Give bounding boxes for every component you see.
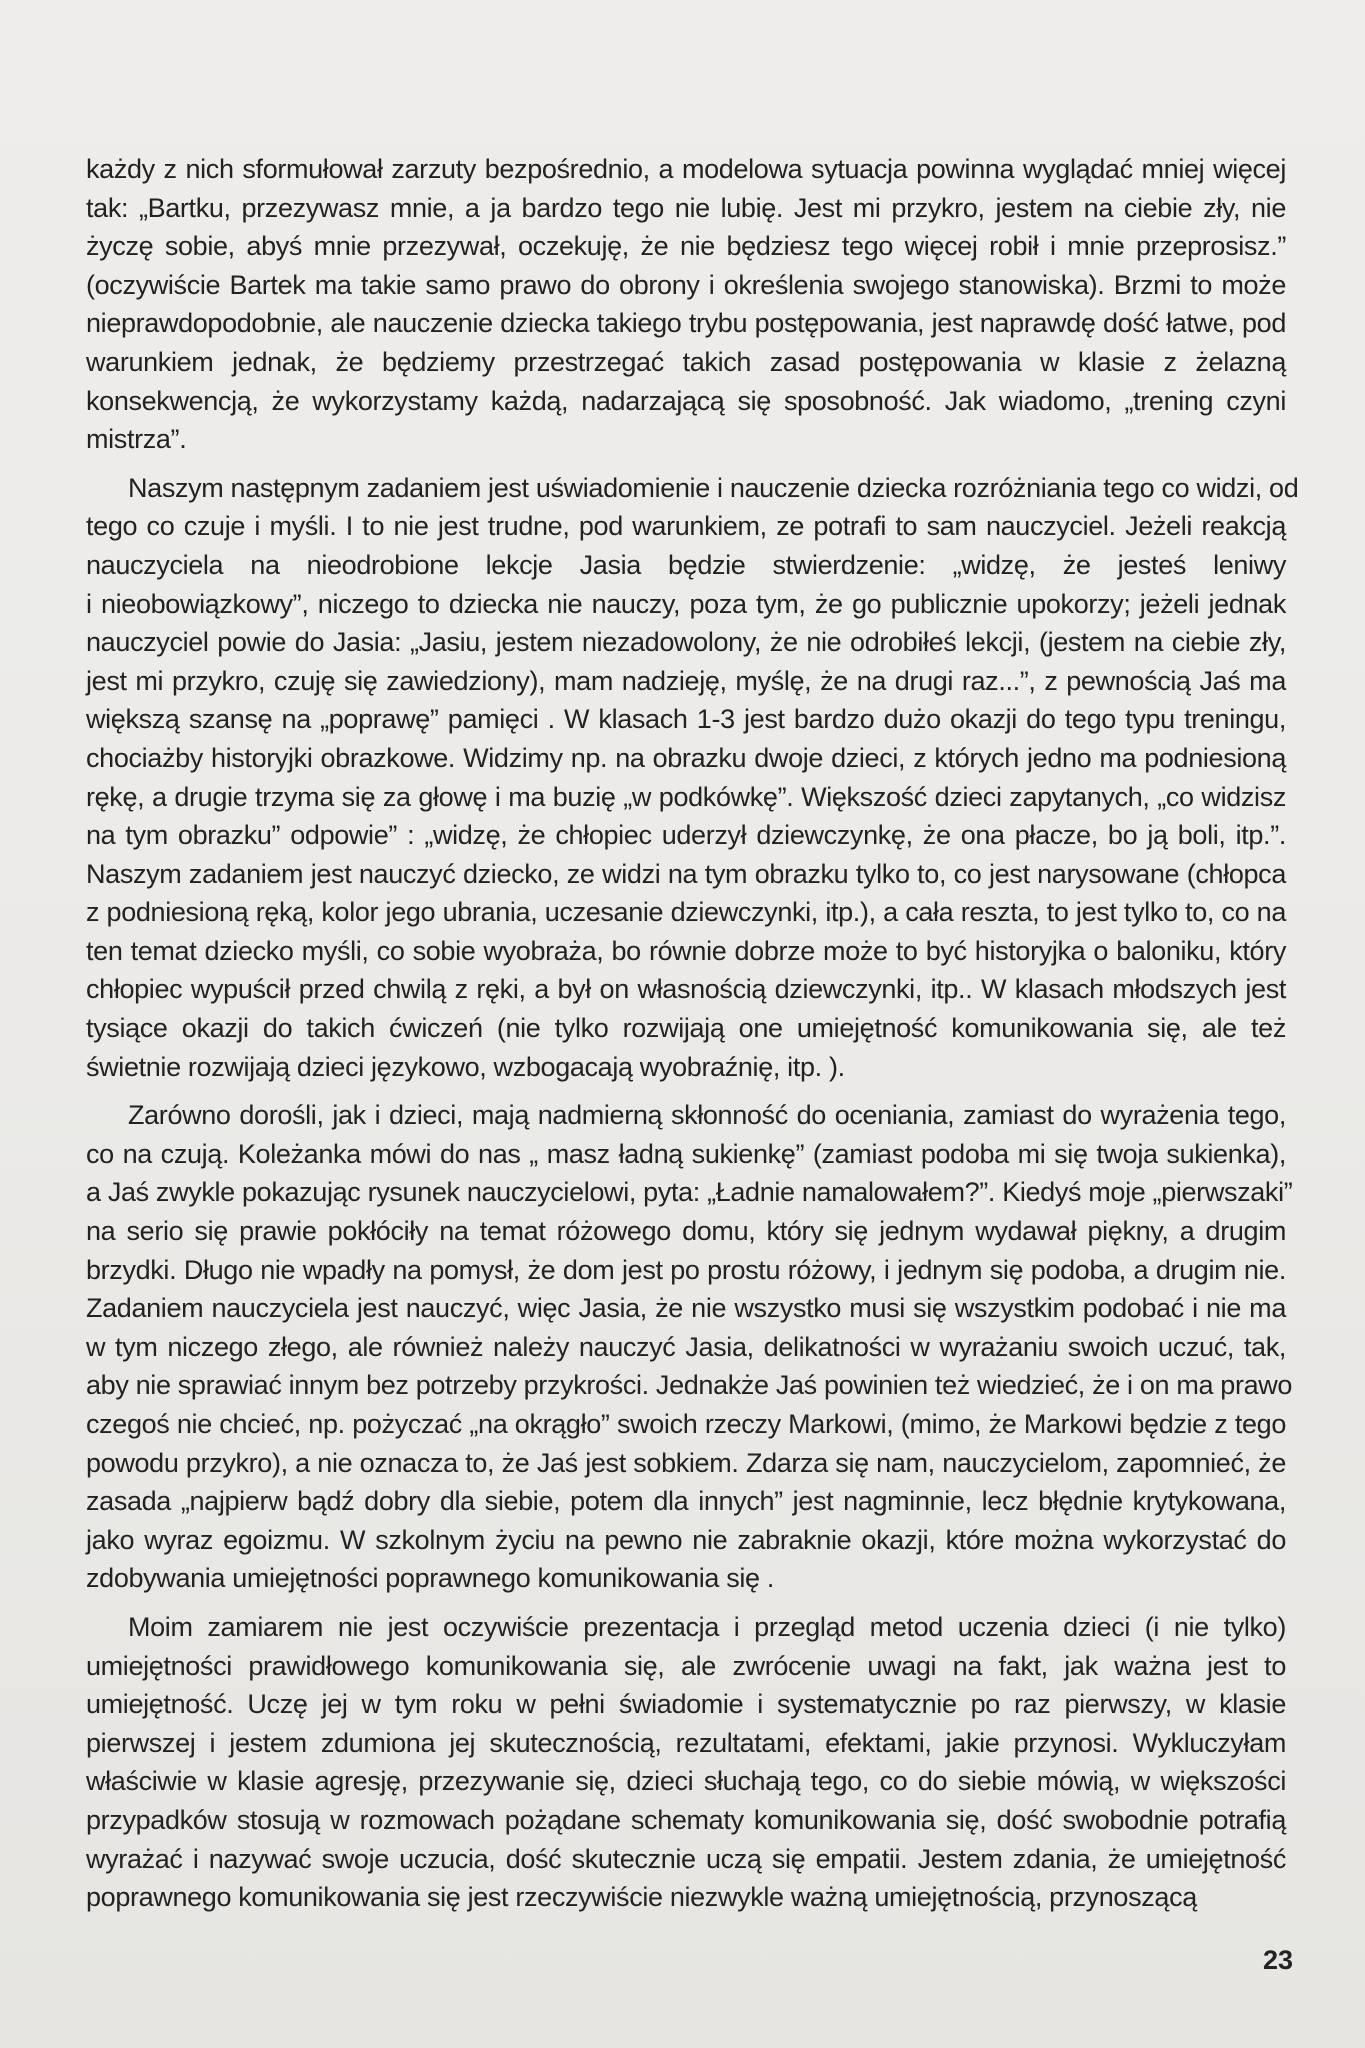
text-line: umiejętności prawidłowego komunikowania się, ale zwrócenie uwagi na fakt, jak ważna jest to [86,1650,1286,1681]
paragraph [86,469,1299,1087]
text-line: jako wyraz egoizmu. W szkolnym życiu na pewno nie zabraknie okazji, które można wykorzystać do [86,1524,1286,1555]
text-line: ten temat dziecko myśli, co sobie wyobraża, bo równie dobrze może to być historyjka o baloniku, który [86,935,1286,966]
text-line: właściwie w klasie agresję, przezywanie się, dzieci słuchają tego, co do siebie mówią, w większości [86,1766,1286,1797]
text-line: a Jaś zwykle pokazując rysunek nauczycielowi, pyta: „Ładnie namalowałem?”. Kiedyś moje „pierwszaki” [86,1177,1293,1208]
text-line: Moim zamiarem nie jest oczywiście prezentacja i przegląd metod uczenia dzieci (i nie tylko) [128,1611,1286,1642]
text-line: chłopiec wypuścił przed chwilą z ręki, a był on własnością dziewczynki, itp.. W klasach młodszych jest [86,974,1286,1005]
text-line: nauczyciela na nieodrobione lekcje Jasia będzie stwierdzenie: „widzę, że jesteś leniwy [86,549,1286,580]
paragraph [86,1096,1293,1598]
page-number: 23 [1262,1945,1293,1975]
text-line: Naszym zadaniem jest nauczyć dziecko, ze widzi na tym obrazku tylko to, co jest narysowane (chłopca [86,858,1286,889]
text-line: (oczywiście Bartek ma takie samo prawo do obrony i określenia swojego stanowiska). Brzmi to może [86,269,1286,300]
text-line: Zadaniem nauczyciela jest nauczyć, więc Jasia, że nie wszystko musi się wszystkim podobać i nie ma [86,1293,1286,1324]
text-line: nauczyciel powie do Jasia: „Jasiu, jestem niezadowolony, że nie odrobiłeś lekcji, (jestem na ciebie zły, [86,627,1286,658]
text-column [86,150,1299,1917]
text-line: rękę, a drugie trzyma się za głowę i ma buzię „w podkówkę”. Większość dzieci zapytanych, „co widzisz [86,781,1286,812]
text-line: Zarówno dorośli, jak i dzieci, mają nadmierną skłonność do oceniania, zamiast do wyrażenia tego, [128,1100,1286,1131]
text-line: na serio się prawie pokłóciły na temat różowego domu, który się jednym wydawał piękny, a drugim [86,1216,1286,1247]
text-line: mistrza”. [86,424,187,455]
text-line: wyrażać i nazywać swoje uczucia, dość skutecznie uczą się empatii. Jestem zdania, że umiejętność [86,1843,1286,1874]
text-line: życzę sobie, abyś mnie przezywał, oczekuję, że nie będziesz tego więcej robił i mnie przeprosisz.” [86,231,1286,262]
text-line: nieprawdopodobnie, ale nauczenie dziecka takiego trybu postępowania, jest naprawdę dość łatwe, pod [86,308,1286,339]
text-line: i nieobowiązkowy”, niczego to dziecka nie nauczy, poza tym, że go publicznie upokorzy; jeżeli jednak [86,588,1286,619]
text-line: warunkiem jednak, że będziemy przestrzegać takich zasad postępowania w klasie z żelazną [86,346,1286,377]
text-line: każdy z nich sformułował zarzuty bezpośrednio, a modelowa sytuacja powinna wyglądać mniej więcej [86,154,1286,184]
text-line: zasada „najpierw bądź dobry dla siebie, potem dla innych” jest nagminnie, lecz błędnie krytykowana, [86,1486,1286,1517]
text-line: poprawnego komunikowania się jest rzeczywiście niezwykle ważną umiejętnością, przynoszącą [86,1882,1197,1913]
text-line: umiejętność. Uczę jej w tym roku w pełni świadomie i systematycznie po raz pierwszy, w klasie [86,1689,1286,1720]
text-line: pierwszej i jestem zdumiona jej skutecznością, rezultatami, efektami, jakie przynosi. Wykluczyłam [86,1727,1286,1758]
text-line: jest mi przykro, czuję się zawiedziony), mam nadzieję, myślę, że na drugi raz...”, z pewnością Jaś ma [86,665,1286,696]
text-line: przypadków stosują w rozmowach pożądane schematy komunikowania się, dość swobodnie potrafią [86,1804,1286,1835]
text-line: tego co czuje i myśli. I to nie jest trudne, pod warunkiem, ze potrafi to sam nauczyciel. Jeżeli reakcją [86,511,1286,542]
text-line: powodu przykro), a nie oznacza to, że Jaś jest sobkiem. Zdarza się nam, nauczycielom, zapomnieć, że [86,1447,1286,1478]
text-line: większą szansę na „poprawę” pamięci . W klasach 1-3 jest bardzo dużo okazji do tego typu treningu, [86,704,1286,735]
text-line: co na czują. Koleżanka mówi do nas „ masz ładną sukienkę” (zamiast podoba mi się twoja sukienka), [86,1138,1286,1169]
text-line: czegoś nie chcieć, np. pożyczać „na okrągło” swoich rzeczy Markowi, (mimo, że Markowi będzie z tego [86,1409,1286,1439]
text-line: brzydki. Długo nie wpadły na pomysł, że dom jest po prostu różowy, i jednym się podoba, a drugim nie. [86,1254,1286,1285]
text-line: w tym niczego złego, ale również należy nauczyć Jasia, delikatności w wyrażaniu swoich uczuć, tak, [86,1331,1286,1362]
paragraph [86,1608,1286,1917]
text-line: konsekwencją, że wykorzystamy każdą, nadarzającą się sposobność. Jak wiadomo, „trening czyni [86,385,1286,416]
text-line: tysiące okazji do takich ćwiczeń (nie tylko rozwijają one umiejętność komunikowania się, ale też [86,1013,1286,1044]
text-line: zdobywania umiejętności poprawnego komunikowania się . [86,1563,775,1594]
paragraph [86,150,1286,459]
text-line: tak: „Bartku, przezywasz mnie, a ja bardzo tego nie lubię. Jest mi przykro, jestem na ciebie zły, nie [86,192,1286,223]
text-line: Naszym następnym zadaniem jest uświadomienie i nauczenie dziecka rozróżniania tego co widzi, od [128,472,1299,503]
text-line: aby nie sprawiać innym bez potrzeby przykrości. Jednakże Jaś powinien też wiedzieć, że i on ma prawo [86,1370,1293,1401]
text-line: z podniesioną ręką, kolor jego ubrania, uczesanie dziewczynki, itp.), a cała reszta, to jest tylko to, co na [86,897,1286,928]
text-line: świetnie rozwijają dzieci językowo, wzbogacają wyobraźnię, itp. ). [86,1051,845,1082]
text-line: na tym obrazku” odpowie” : „widzę, że chłopiec uderzył dziewczynkę, że ona płacze, bo ją boli, itp.”. [86,820,1286,851]
text-line: chociażby historyjki obrazkowe. Widzimy np. na obrazku dwoje dzieci, z których jedno ma podniesioną [86,742,1286,773]
